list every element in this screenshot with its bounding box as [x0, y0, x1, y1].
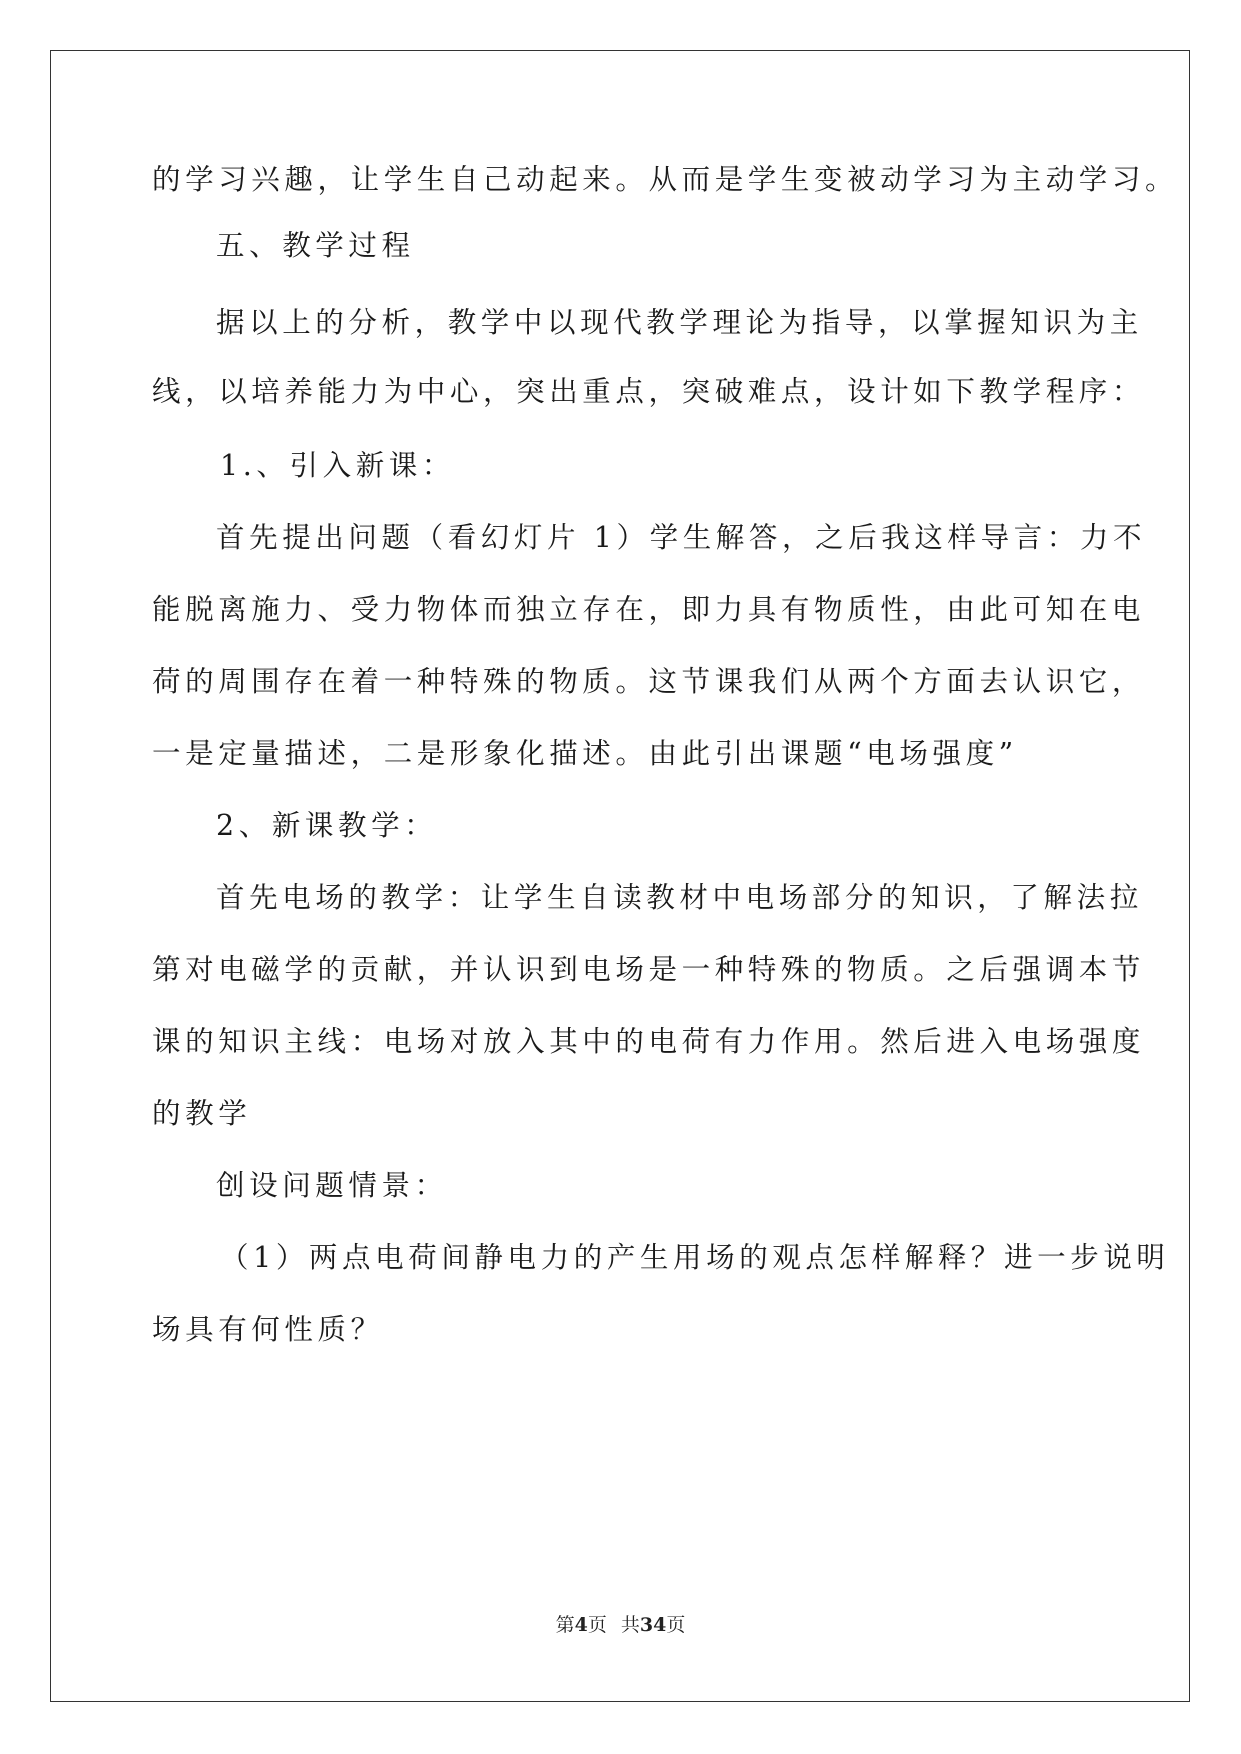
text-line-6: 首先提出问题（看幻灯片 1）学生解答，之后我这样导言：力不 [216, 521, 1147, 554]
text-line-13: 课的知识主线：电场对放入其中的电荷有力作用。然后进入电场强度 [152, 1025, 1146, 1058]
text-line-8: 荷的周围存在着一种特殊的物质。这节课我们从两个方面去认识它， [152, 665, 1146, 698]
page-border [50, 50, 1190, 1702]
text-line-15: 创设问题情景： [216, 1169, 448, 1202]
footer-page-prefix: 第 [555, 1614, 575, 1636]
footer-total-pages: 34 [639, 1614, 667, 1636]
text-line-12: 第对电磁学的贡献，并认识到电场是一种特殊的物质。之后强调本节 [152, 953, 1146, 986]
text-line-4: 线，以培养能力为中心，突出重点，突破难点，设计如下教学程序： [152, 375, 1146, 408]
text-line-1: 的学习兴趣，让学生自己动起来。从而是学生变被动学习为主动学习。 [152, 163, 1179, 196]
section-heading-teaching-process: 五、教学过程 [216, 229, 415, 262]
text-line-16: （1）两点电荷间静电力的产生用场的观点怎样解释？进一步说明 [220, 1241, 1170, 1274]
footer-page-number: 4 [574, 1614, 588, 1636]
text-line-17: 场具有何性质？ [152, 1313, 384, 1346]
text-line-3: 据以上的分析，教学中以现代教学理论为指导，以掌握知识为主 [216, 306, 1143, 339]
text-line-7: 能脱离施力、受力物体而独立存在，即力具有物质性，由此可知在电 [152, 593, 1146, 626]
subheading-intro-new-lesson: 1.、引入新课： [220, 449, 455, 482]
subheading-new-lesson-teaching: 2、新课教学： [216, 809, 438, 842]
footer-total-suffix: 页 [666, 1614, 686, 1636]
text-line-11: 首先电场的教学：让学生自读教材中电场部分的知识，了解法拉 [216, 881, 1143, 914]
text-line-9: 一是定量描述，二是形象化描述。由此引出课题“电场强度” [152, 737, 1018, 770]
footer-page-suffix: 页 [587, 1614, 607, 1636]
text-line-14: 的教学 [152, 1097, 252, 1130]
footer-total-prefix: 共 [620, 1614, 640, 1636]
page-footer [0, 1612, 1241, 1638]
